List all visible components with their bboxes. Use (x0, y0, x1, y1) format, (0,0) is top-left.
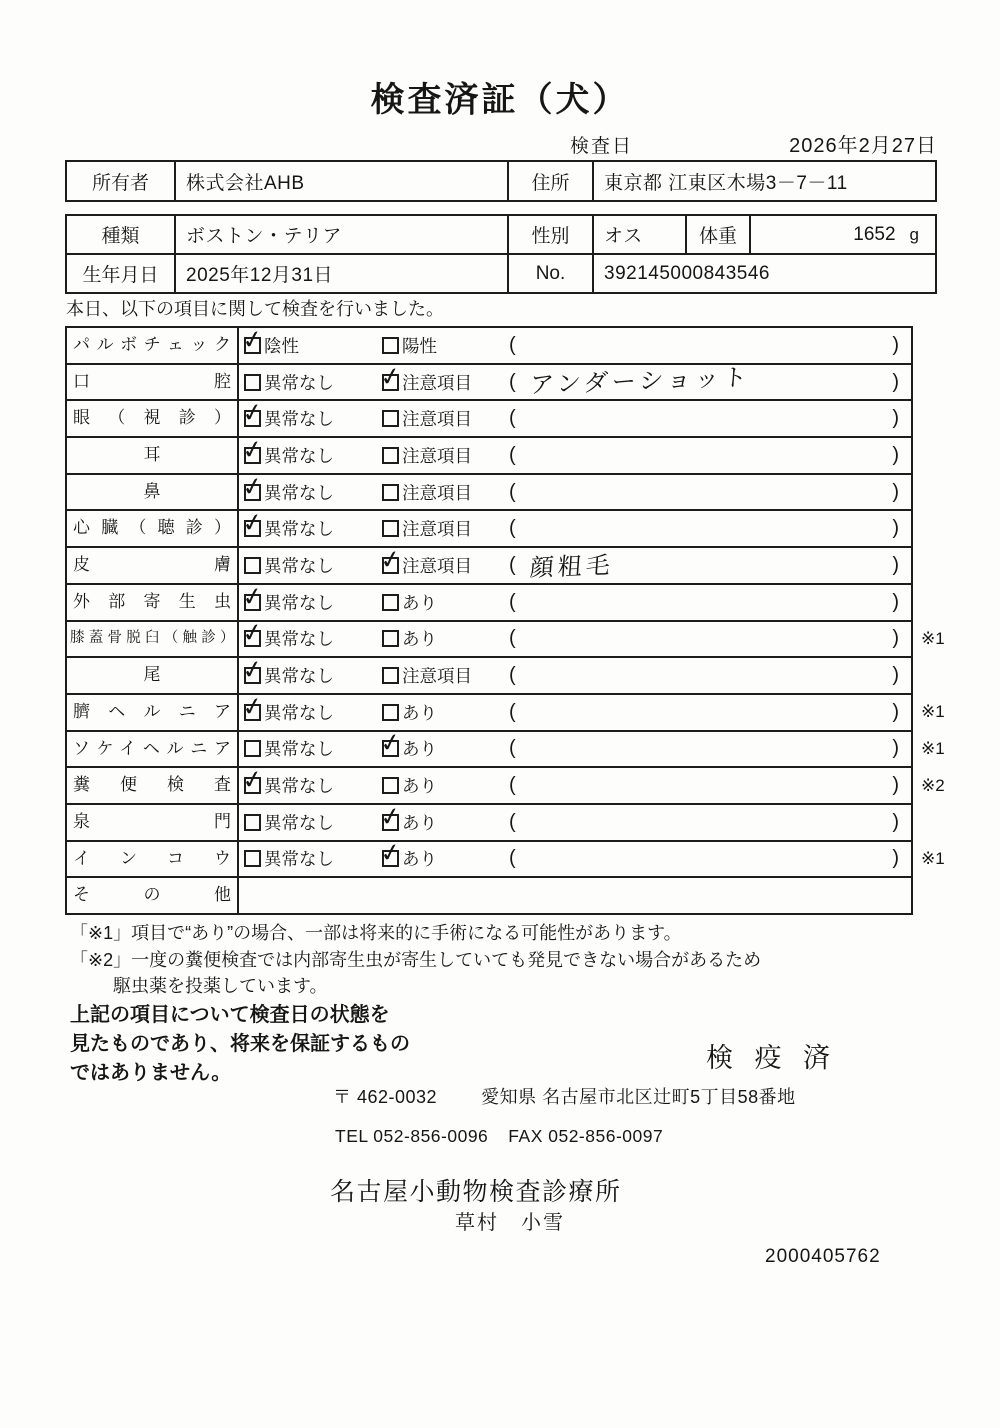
option-1-label: 異常なし (264, 629, 334, 650)
note-field (507, 805, 911, 840)
exam-table (65, 326, 945, 915)
paren-close: ) (892, 737, 899, 760)
checkbox (244, 594, 261, 611)
option-1-label: 異常なし (264, 666, 334, 687)
paren-open: ( (509, 737, 516, 760)
option-2 (377, 805, 507, 840)
exam-item-label: パルボチェック (67, 328, 239, 363)
owner-label: 所有者 (91, 172, 149, 194)
species-value: ボストン・テリア (174, 216, 507, 253)
checkbox (382, 850, 399, 867)
paren-close: ) (892, 333, 899, 356)
birth-label: 生年月日 (82, 265, 159, 286)
option-2-label: あり (402, 739, 437, 760)
checkbox (382, 484, 399, 501)
exam-date-value: 2026年2月27日 (789, 135, 937, 157)
no-label: No. (507, 255, 592, 292)
footnote-ref-mark: ※1 (921, 848, 945, 868)
option-2 (377, 768, 507, 803)
option-2-label: 注意項目 (402, 445, 472, 466)
option-1-label: 異常なし (264, 592, 334, 613)
exam-item-label: 泉門 (67, 805, 239, 840)
option-1-label: 異常なし (264, 739, 334, 760)
paren-close: ) (892, 480, 899, 503)
checkbox (244, 410, 261, 427)
exam-item-label: 口腔 (67, 365, 239, 400)
footnote-ref-mark: ※1 (921, 738, 945, 758)
option-1-label: 異常なし (264, 849, 334, 870)
option-1 (239, 365, 377, 400)
pet-row-2 (67, 253, 935, 292)
paren-close: ) (892, 700, 899, 723)
paren-close: ) (892, 590, 899, 613)
option-1 (239, 805, 377, 840)
note-field (507, 842, 911, 877)
exam-item-label: インコウ (67, 842, 239, 877)
footnote-ref-mark: ※2 (921, 775, 945, 795)
exam-row (67, 583, 911, 620)
species-label: 種類 (101, 226, 140, 247)
option-2 (377, 548, 507, 583)
exam-row (67, 840, 945, 877)
option-2-label: 注意項目 (402, 519, 472, 540)
clinic-name: 名古屋小動物検査診療所 (330, 1178, 622, 1206)
option-2-label: あり (402, 592, 437, 613)
paren-close: ) (892, 517, 899, 540)
exam-date-label: 検査日 (570, 136, 634, 157)
page-title: 検査済証（犬） (370, 81, 630, 119)
exam-row (67, 509, 911, 546)
option-2-label: 注意項目 (402, 666, 472, 687)
footnote-1: 「※1」項目で“あり”の場合、一部は将来的に手術になる可能性があります。 (70, 923, 682, 943)
address-label: 住所 (507, 162, 592, 200)
footnote-2: 「※2」一度の糞便検査では内部寄生虫が寄生していても発見できない場合があるため (70, 950, 762, 970)
exam-item-label: 鼻 (67, 475, 239, 510)
option-2 (377, 475, 507, 510)
owner-row (67, 162, 935, 200)
option-1 (239, 548, 377, 583)
checkbox (382, 410, 399, 427)
checkbox (382, 667, 399, 684)
exam-item-label: 膝蓋骨脱臼（触診） (67, 622, 239, 657)
no-value: 392145000843546 (592, 255, 935, 292)
intro-text: 本日、以下の項目に関して検査を行いました。 (66, 299, 444, 319)
checkbox (382, 814, 399, 831)
address-value: 東京都 江東区木場3－7－11 (592, 162, 935, 200)
option-2-label: 陽性 (402, 335, 437, 356)
paren-close: ) (892, 407, 899, 430)
option-1-label: 異常なし (264, 445, 334, 466)
option-2 (377, 511, 507, 546)
option-1 (239, 658, 377, 693)
checkbox (244, 630, 261, 647)
paren-open: ( (509, 407, 516, 430)
option-1-label: 異常なし (264, 409, 334, 430)
paren-open: ( (509, 774, 516, 797)
exam-row (67, 363, 911, 400)
checkbox (382, 740, 399, 757)
exam-item-label: 皮膚 (67, 548, 239, 583)
option-1 (239, 511, 377, 546)
paren-close: ) (892, 627, 899, 650)
paren-open: ( (509, 554, 516, 577)
exam-item-label: 糞便検査 (67, 768, 239, 803)
exam-row (67, 730, 945, 767)
paren-close: ) (892, 810, 899, 833)
paren-close: ) (892, 554, 899, 577)
option-1-label: 異常なし (264, 556, 334, 577)
option-2-label: 注意項目 (402, 372, 472, 393)
checkbox (244, 740, 261, 757)
option-2 (377, 365, 507, 400)
option-2-label: あり (402, 776, 437, 797)
clinic-address-line (333, 1083, 796, 1109)
exam-item-label: ソケイヘルニア (67, 732, 239, 767)
option-2 (377, 622, 507, 657)
option-2-label: あり (402, 702, 437, 723)
paren-close: ) (892, 443, 899, 466)
option-1 (239, 842, 377, 877)
exam-item-label: 外部寄生虫 (67, 585, 239, 620)
option-2-label: あり (402, 629, 437, 650)
clinic-fax: FAX 052-856-0097 (508, 1126, 664, 1146)
option-1 (239, 438, 377, 473)
option-1-label: 陰性 (264, 335, 299, 356)
exam-row (67, 876, 911, 913)
clinic-address: 愛知県 名古屋市北区辻町5丁目58番地 (481, 1087, 796, 1107)
checkbox (244, 667, 261, 684)
note-field (507, 548, 911, 583)
paren-open: ( (509, 810, 516, 833)
veterinarian-name: 草村 小雪 (455, 1212, 565, 1234)
option-2 (377, 401, 507, 436)
paren-close: ) (892, 664, 899, 687)
serial-number: 2000405762 (765, 1246, 881, 1267)
paren-open: ( (509, 517, 516, 540)
handwritten-note: アンダーショット (528, 363, 752, 399)
owner-value: 株式会社AHB (174, 162, 507, 200)
exam-row (67, 693, 945, 730)
checkbox (382, 594, 399, 611)
checkbox (382, 704, 399, 721)
option-1 (239, 622, 377, 657)
option-1 (239, 328, 377, 363)
checkbox (244, 337, 261, 354)
paren-open: ( (509, 590, 516, 613)
disclaimer (70, 1001, 410, 1088)
exam-row (67, 473, 911, 510)
exam-row (67, 546, 911, 583)
paren-open: ( (509, 443, 516, 466)
paren-close: ) (892, 370, 899, 393)
paren-close: ) (892, 774, 899, 797)
option-2-label: あり (402, 812, 437, 833)
clinic-tel: TEL 052-856-0096 (335, 1126, 489, 1146)
checkbox (382, 374, 399, 391)
option-1 (239, 768, 377, 803)
paren-open: ( (509, 480, 516, 503)
note-field (507, 585, 911, 620)
exam-row (67, 620, 945, 657)
exam-row (67, 399, 911, 436)
checkbox (244, 557, 261, 574)
checkbox (244, 814, 261, 831)
option-1 (239, 585, 377, 620)
exam-item-label: 眼（視診） (67, 401, 239, 436)
exam-item-label: 心臓（聴診） (67, 511, 239, 546)
option-1 (239, 732, 377, 767)
option-2 (377, 732, 507, 767)
option-2 (377, 328, 507, 363)
weight-unit: g (909, 224, 919, 244)
sex-label: 性別 (507, 216, 592, 253)
option-1-label: 異常なし (264, 372, 334, 393)
option-2 (377, 438, 507, 473)
exam-row (67, 656, 911, 693)
paren-open: ( (509, 333, 516, 356)
option-1-label: 異常なし (264, 482, 334, 503)
option-1 (239, 475, 377, 510)
checkbox (244, 520, 261, 537)
paren-close: ) (892, 847, 899, 870)
option-1-label: 異常なし (264, 519, 334, 540)
paren-open: ( (509, 627, 516, 650)
checkbox (244, 374, 261, 391)
clinic-postal: 〒 462-0032 (333, 1087, 438, 1107)
note-field (507, 732, 911, 767)
option-2 (377, 658, 507, 693)
footnote-2-continued: 駆虫薬を投薬しています。 (113, 976, 328, 996)
checkbox (382, 447, 399, 464)
footnote-ref-mark: ※1 (921, 702, 945, 722)
note-field (507, 401, 911, 436)
weight-cell (749, 216, 935, 253)
quarantine-stamp: 検 疫 済 (706, 1043, 838, 1073)
option-1 (239, 401, 377, 436)
exam-item-label: 臍ヘルニア (67, 695, 239, 730)
note-field (507, 475, 911, 510)
exam-row (67, 436, 911, 473)
exam-item-label: 尾 (67, 658, 239, 693)
option-2-label: 注意項目 (402, 482, 472, 503)
checkbox (382, 630, 399, 647)
option-2-label: 注意項目 (402, 556, 472, 577)
checkbox (244, 777, 261, 794)
exam-row (67, 328, 911, 363)
checkbox (244, 704, 261, 721)
disclaimer-line-2: 見たものであり、将来を保証するもの (70, 1033, 410, 1055)
paren-open: ( (509, 847, 516, 870)
footnote-ref-mark: ※1 (921, 628, 945, 648)
option-2-label: 注意項目 (402, 409, 472, 430)
option-2-label: あり (402, 849, 437, 870)
note-field (507, 622, 911, 657)
option-2 (377, 695, 507, 730)
sex-value: オス (592, 216, 685, 253)
pet-row-1 (67, 216, 935, 253)
weight-label: 体重 (685, 216, 749, 253)
note-field (507, 511, 911, 546)
note-field (507, 438, 911, 473)
weight-value: 1652 (853, 223, 896, 245)
checkbox (382, 337, 399, 354)
clinic-contact-line (335, 1126, 663, 1147)
note-field (507, 328, 911, 363)
option-1-label: 異常なし (264, 812, 334, 833)
paren-open: ( (509, 700, 516, 723)
option-1-label: 異常なし (264, 776, 334, 797)
paren-open: ( (509, 370, 516, 393)
owner-table (65, 160, 937, 202)
checkbox (244, 484, 261, 501)
option-2 (377, 842, 507, 877)
exam-row (67, 803, 911, 840)
note-field (507, 768, 911, 803)
disclaimer-line-1: 上記の項目について検査日の状態を (70, 1004, 390, 1026)
disclaimer-line-3: ではありません。 (70, 1062, 232, 1084)
exam-row (67, 766, 945, 803)
exam-item-label: 耳 (67, 438, 239, 473)
checkbox (382, 520, 399, 537)
exam-item-label: その他 (67, 878, 239, 913)
handwritten-note: 顔粗毛 (528, 552, 615, 583)
birth-value: 2025年12月31日 (174, 255, 507, 292)
option-2 (377, 585, 507, 620)
checkbox (244, 447, 261, 464)
paren-open: ( (509, 664, 516, 687)
option-1 (239, 695, 377, 730)
note-field (507, 695, 911, 730)
checkbox (382, 777, 399, 794)
pet-table (65, 214, 937, 294)
checkbox (382, 557, 399, 574)
option-1-label: 異常なし (264, 702, 334, 723)
note-field (507, 658, 911, 693)
checkbox (244, 850, 261, 867)
note-field (507, 365, 911, 400)
